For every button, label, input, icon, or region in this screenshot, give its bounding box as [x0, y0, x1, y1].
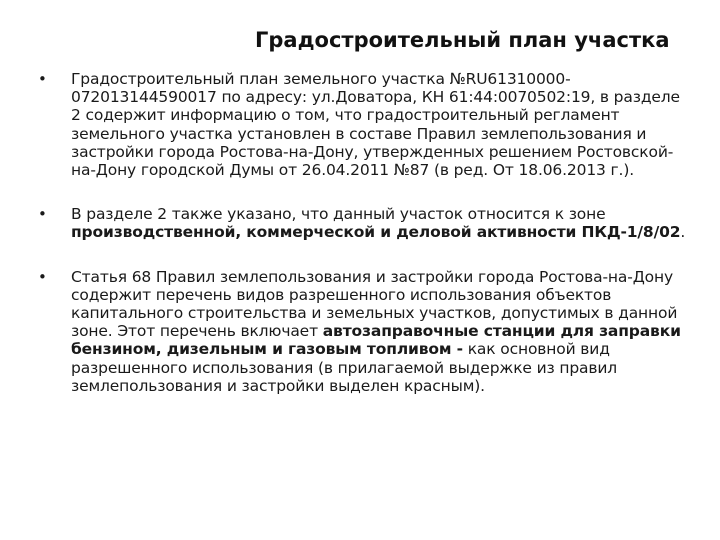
bullet-marker: •: [38, 205, 47, 224]
bullet-text-end: .: [680, 223, 686, 242]
bullet-text-start: Статья 68 Правил землепользования и застройки города Ростова-на-Дону содержит перечень видов разрешенного использования объектов капитального строительства и земельных участков, допустимых в данной зоне. Этот перечень включает: [71, 267, 678, 341]
bullet-item-3: [38, 268, 688, 395]
bullet-text-emphasis: производственной, коммерческой и деловой активности ПКД-1/8/02: [71, 223, 681, 242]
bullet-marker: •: [38, 267, 47, 286]
bullet-text: Градостроительный план земельного участка №RU61310000-072013144590017 по адресу: ул.Доватора, КН 61:44:0070502:19, в разделе 2 содержит информацию о том, что градостроительный регламент земельного участка установлен в составе Правил землепользования и застройки города Ростова-на-Дону, утвержденных решением Ростовской-на-Дону городской Думы от 26.04.2011 №87 (в ред. От 18.06.2013 г.).: [71, 70, 680, 180]
bullet-item-2: [38, 205, 688, 241]
bullet-list: [38, 70, 688, 421]
bullet-text-start: В разделе 2 также указано, что данный участок относится к зоне: [71, 205, 606, 224]
bullet-item-1: [38, 70, 688, 179]
bullet-text-end: как основной вид разрешенного использования (в прилагаемой выдержке из правил землепользования и застройки выделен красным).: [71, 340, 618, 395]
bullet-marker: •: [38, 70, 47, 88]
bullet-text-emphasis: автозаправочные станции для заправки бензином, дизельным и газовым топливом -: [71, 322, 681, 359]
slide-title: Градостроительный план участка: [255, 28, 670, 52]
